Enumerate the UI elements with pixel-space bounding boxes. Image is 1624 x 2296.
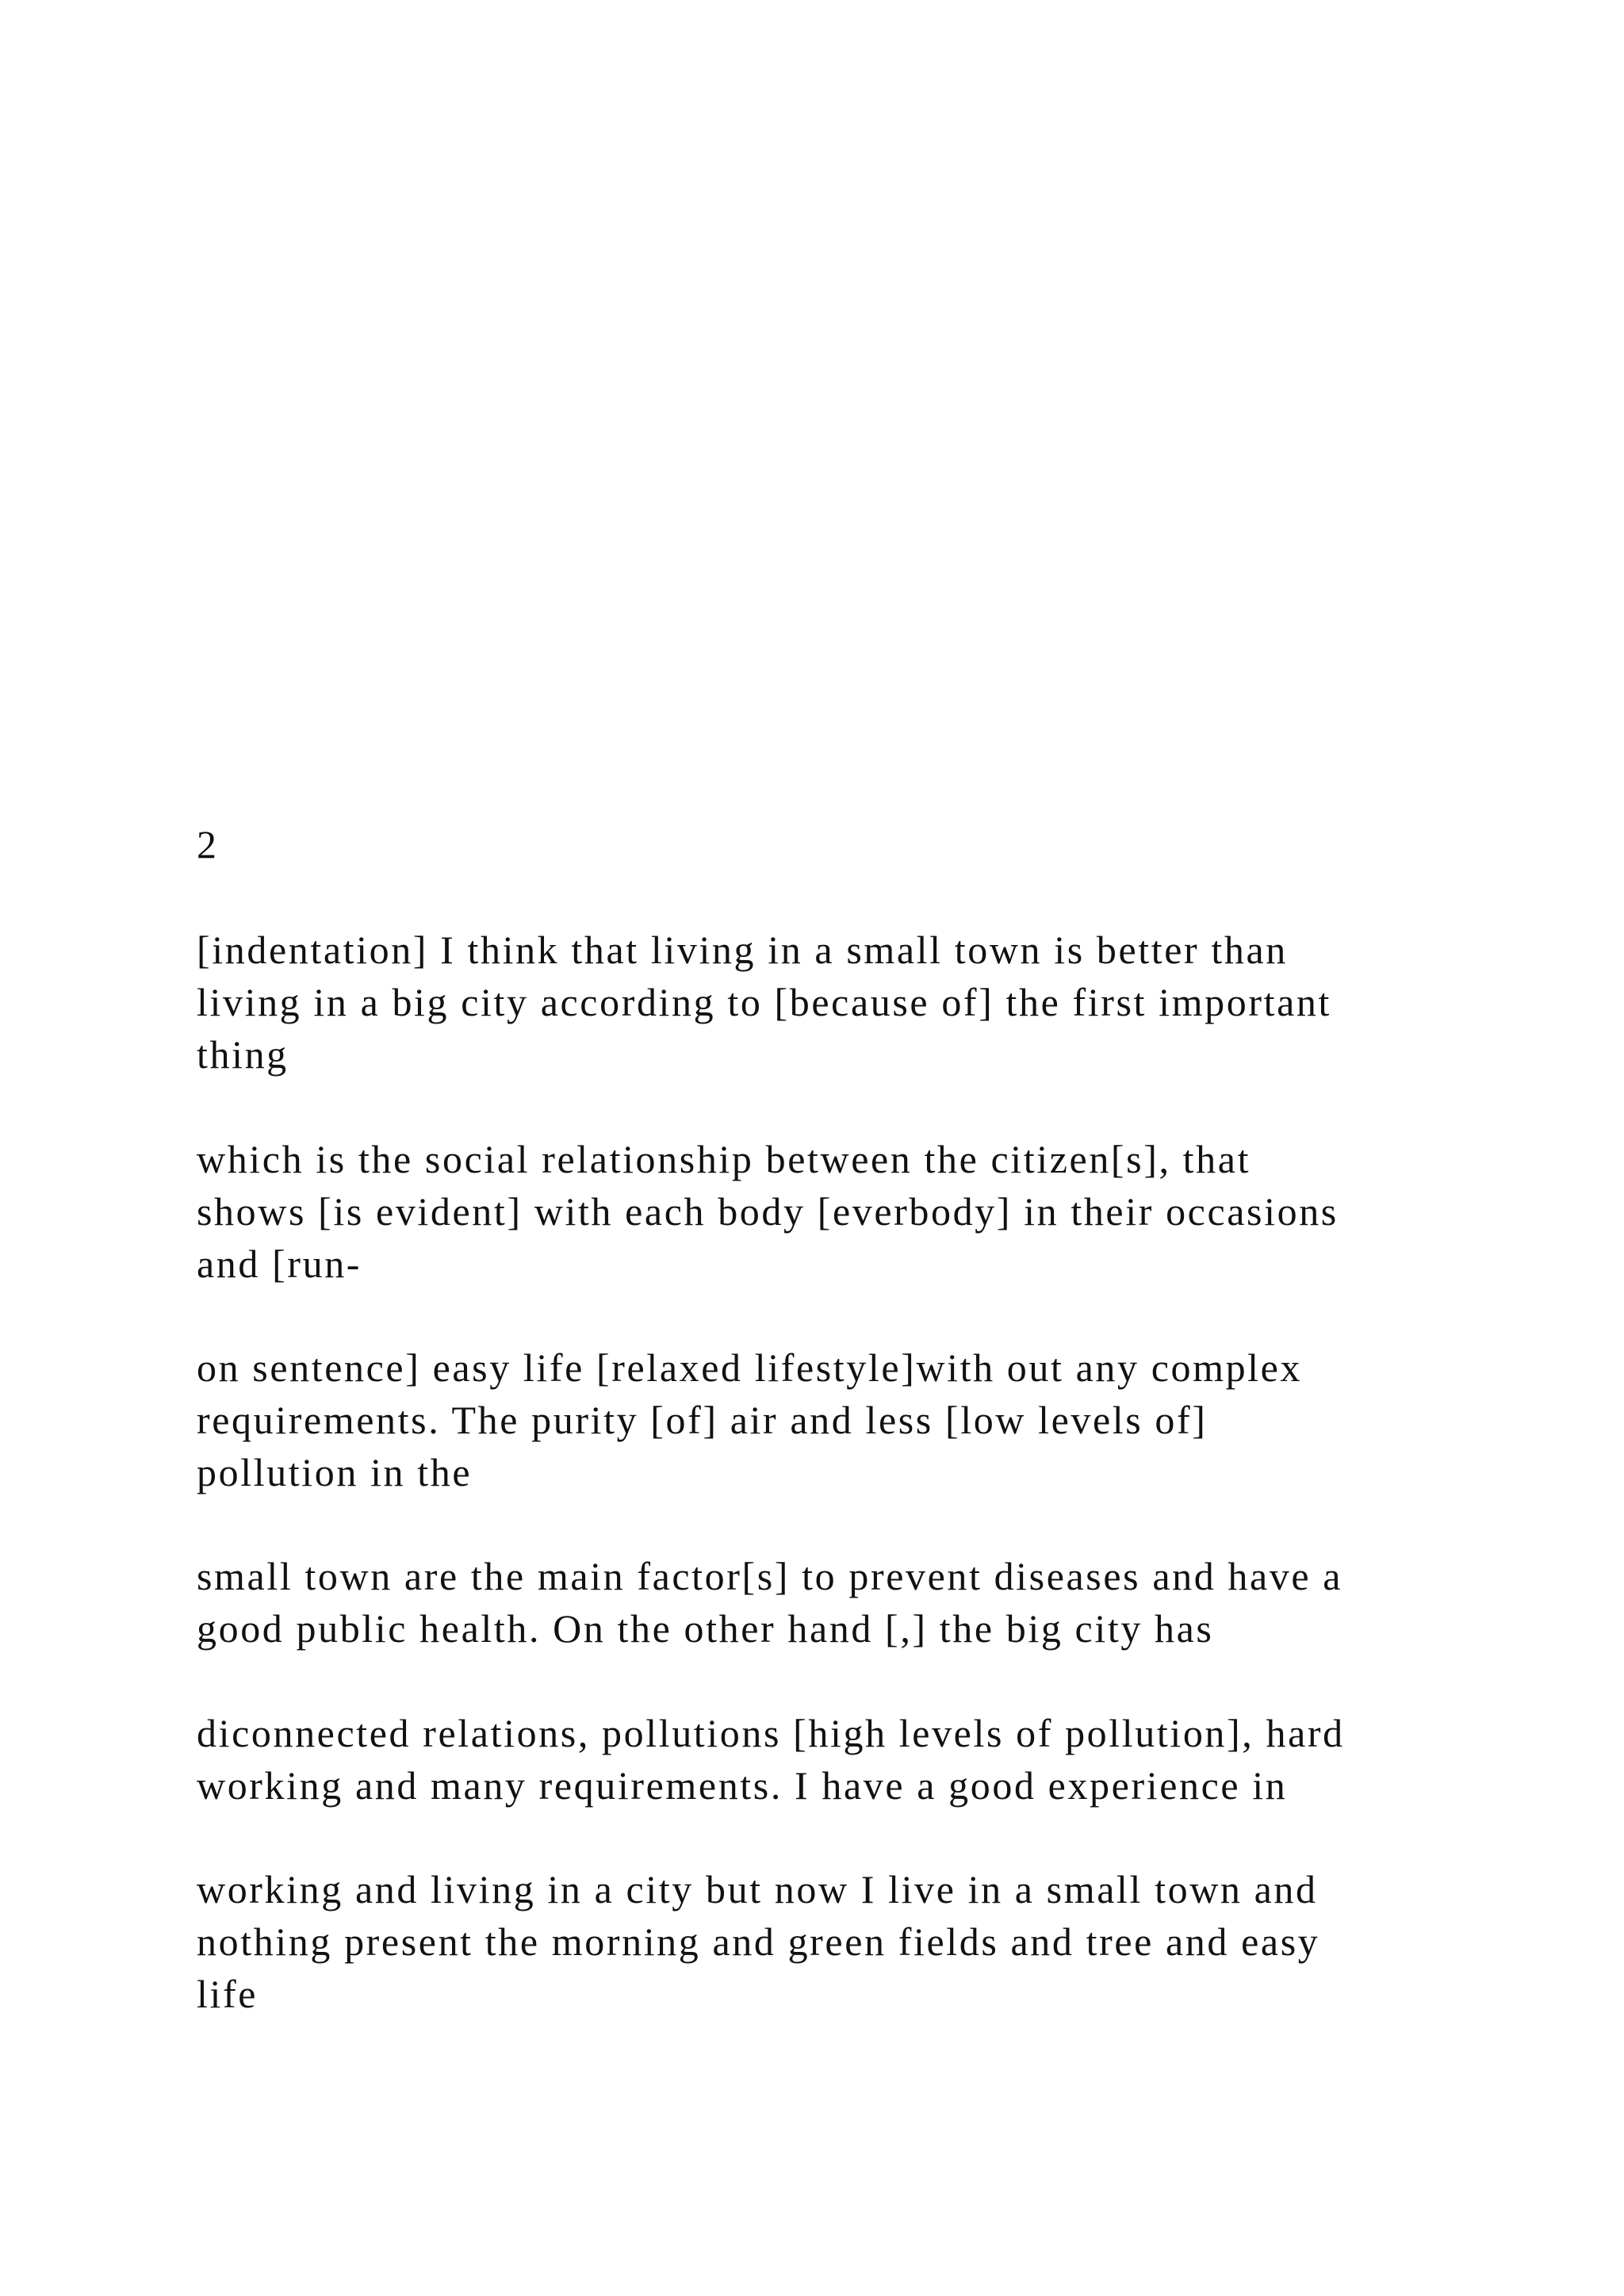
page-number: 2: [197, 822, 218, 867]
text-line: living in a big city according to [because of] the first important: [197, 980, 1331, 1024]
text-line: small town are the main factor[s] to prevent diseases and have a: [197, 1554, 1343, 1598]
text-line: requirements. The purity [of] air and less [low levels of]: [197, 1398, 1208, 1442]
text-line: shows [is evident] with each body [everbody] in their occasions: [197, 1189, 1339, 1234]
text-line: working and many requirements. I have a good experience in: [197, 1763, 1288, 1808]
text-line: and [run-: [197, 1242, 362, 1286]
text-line: pollution in the: [197, 1450, 473, 1494]
text-line: nothing present the morning and green fields and tree and easy: [197, 1919, 1320, 1964]
text-line: which is the social relationship between the citizen[s], that: [197, 1137, 1251, 1181]
text-line: good public health. On the other hand [,] the big city has: [197, 1606, 1214, 1651]
text-line: thing: [197, 1032, 289, 1077]
text-line: working and living in a city but now I live in a small town and: [197, 1867, 1318, 1911]
text-line: on sentence] easy life [relaxed lifestyle]with out any complex: [197, 1345, 1303, 1390]
text-line: diconnected relations, pollutions [high levels of pollution], hard: [197, 1711, 1345, 1755]
text-line: [indentation] I think that living in a small town is better than: [197, 928, 1288, 972]
text-line: life: [197, 1972, 259, 2016]
